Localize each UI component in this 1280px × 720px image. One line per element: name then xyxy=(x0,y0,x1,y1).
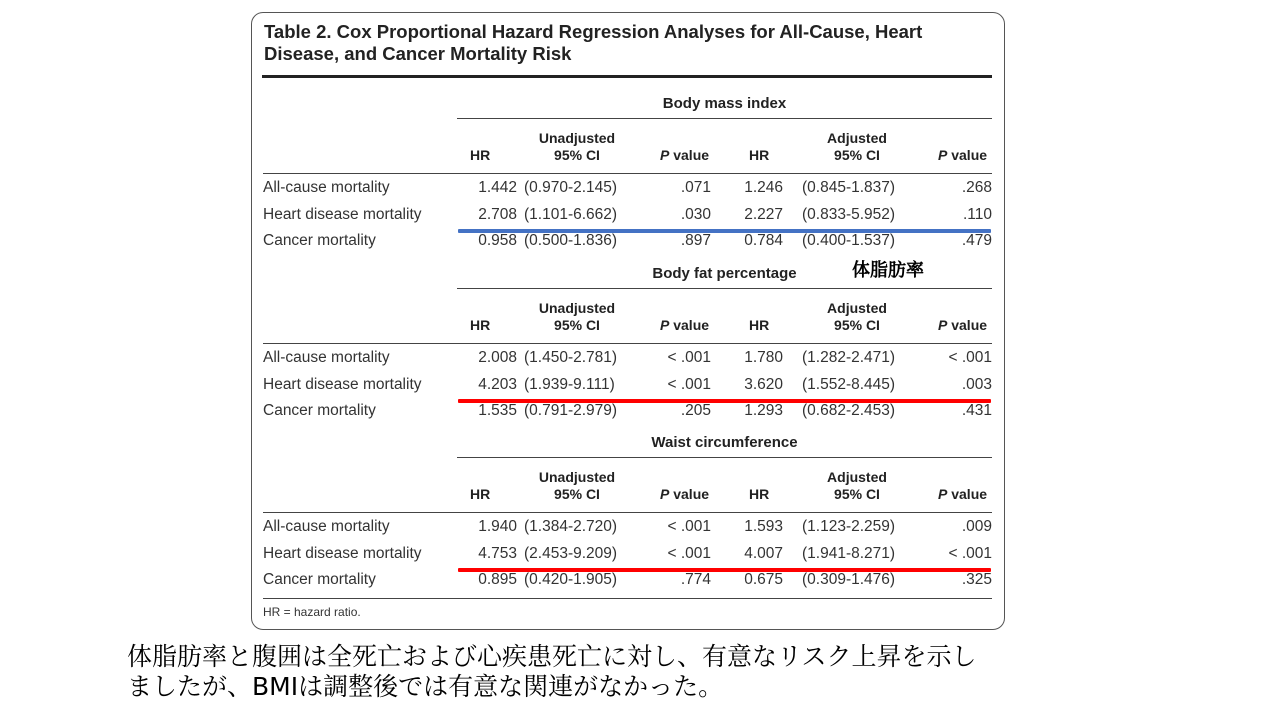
row-label: Heart disease mortality xyxy=(263,544,422,562)
value-text: value xyxy=(947,486,988,502)
cell-hr-a: 2.227 xyxy=(744,205,783,223)
cell-ci-a: (1.123-2.259) xyxy=(802,518,896,535)
cell-ci-a: (1.552-8.445) xyxy=(802,375,896,393)
value-text: value xyxy=(669,317,710,333)
cell-p-a: < .001 xyxy=(948,349,992,366)
cell-p-a: .009 xyxy=(961,518,992,535)
cell-ci-u: (0.420-1.905) xyxy=(524,571,618,588)
col-header-ci-adjusted xyxy=(802,469,912,503)
group-rule xyxy=(457,118,992,119)
cell-ci-u: (1.939-9.111) xyxy=(524,375,615,393)
cell-ci-u: (0.970-2.145) xyxy=(524,179,618,196)
cell-p-a: .325 xyxy=(961,571,992,588)
row-label: Cancer mortality xyxy=(263,402,376,419)
col-header-ci-unadjusted xyxy=(522,130,632,164)
row-label: Heart disease mortality xyxy=(263,375,422,393)
col-header-ci-adjusted-line1: Adjusted xyxy=(827,130,887,146)
caption xyxy=(127,642,1227,702)
cell-ci-a: (0.682-2.453) xyxy=(802,402,896,419)
group-header: Body fat percentage xyxy=(652,265,797,282)
row-label: All-cause mortality xyxy=(263,179,390,196)
cell-ci-a: (0.845-1.837) xyxy=(802,179,896,196)
cell-hr-u: 0.958 xyxy=(478,232,517,249)
header-rule xyxy=(263,173,992,174)
col-header-hr-adjusted: HR xyxy=(749,486,770,502)
col-header-ci-adjusted-line2: 95% CI xyxy=(834,317,880,333)
p-symbol: P xyxy=(660,486,670,502)
group-rule xyxy=(457,457,992,458)
cell-ci-a: (0.833-5.952) xyxy=(802,205,896,223)
footnote: HR = hazard ratio. xyxy=(263,605,361,619)
cell-hr-a: 1.593 xyxy=(744,518,783,535)
cell-p-u: .774 xyxy=(680,571,711,588)
bottom-rule xyxy=(263,598,992,599)
col-header-p-adjusted xyxy=(938,147,987,164)
cell-p-u: < .001 xyxy=(667,349,711,366)
col-header-hr-unadjusted: HR xyxy=(470,486,491,502)
value-text: value xyxy=(947,317,988,333)
cell-hr-u: 2.008 xyxy=(478,349,517,366)
cell-hr-a: 0.675 xyxy=(744,571,783,588)
col-header-ci-unadjusted-line1: Unadjusted xyxy=(538,130,616,146)
cell-hr-u: 0.895 xyxy=(478,571,517,588)
cell-hr-u: 4.203 xyxy=(478,375,517,393)
cell-hr-u: 1.940 xyxy=(478,518,517,535)
row-label: All-cause mortality xyxy=(263,518,390,535)
cell-p-a: .268 xyxy=(961,179,992,196)
cell-p-u: .897 xyxy=(680,232,711,249)
cell-hr-a: 4.007 xyxy=(744,544,783,562)
col-header-hr-adjusted: HR xyxy=(749,317,770,333)
col-header-ci-adjusted-line2: 95% CI xyxy=(834,486,880,502)
col-header-ci-adjusted-line1: Adjusted xyxy=(827,300,887,316)
cell-p-u: < .001 xyxy=(667,375,711,393)
cell-hr-a: 0.784 xyxy=(744,232,783,249)
col-header-ci-unadjusted xyxy=(522,469,632,503)
col-header-hr-adjusted: HR xyxy=(749,147,770,163)
col-header-ci-adjusted-line1: Adjusted xyxy=(827,469,887,485)
p-symbol: P xyxy=(938,317,948,333)
cell-hr-a: 1.780 xyxy=(744,349,783,366)
row-label: All-cause mortality xyxy=(263,349,390,366)
col-header-ci-adjusted xyxy=(802,130,912,164)
cell-hr-u: 4.753 xyxy=(478,544,517,562)
cell-p-a: .110 xyxy=(962,205,992,223)
col-header-p-unadjusted xyxy=(660,317,709,334)
cell-ci-a: (0.400-1.537) xyxy=(802,232,896,249)
value-text: value xyxy=(669,486,710,502)
group-header: Body mass index xyxy=(662,95,787,112)
cell-p-u: .030 xyxy=(680,205,711,223)
p-symbol: P xyxy=(938,486,948,502)
cell-ci-a: (1.941-8.271) xyxy=(802,544,896,562)
col-header-ci-unadjusted xyxy=(522,300,632,334)
cell-hr-a: 1.246 xyxy=(744,179,783,196)
caption-line-1: 体脂肪率と腹囲は全死亡および心疾患死亡に対し、有意なリスク上昇を示し xyxy=(127,642,977,671)
cell-ci-u: (1.101-6.662) xyxy=(524,205,618,223)
value-text: value xyxy=(669,147,710,163)
cell-p-a: .003 xyxy=(961,375,992,393)
caption-line-2: ましたが、BMIは調整後では有意な関連がなかった。 xyxy=(127,672,724,701)
cell-ci-a: (1.282-2.471) xyxy=(802,349,896,366)
cell-ci-u: (0.500-1.836) xyxy=(524,232,618,249)
header-rule xyxy=(263,343,992,344)
col-header-p-adjusted xyxy=(938,317,987,334)
cell-ci-u: (1.384-2.720) xyxy=(524,518,618,535)
cell-p-u: < .001 xyxy=(667,518,711,535)
cell-p-u: < .001 xyxy=(667,544,711,562)
cell-ci-a: (0.309-1.476) xyxy=(802,571,896,588)
p-symbol: P xyxy=(660,317,670,333)
row-label: Cancer mortality xyxy=(263,571,376,588)
row-label: Cancer mortality xyxy=(263,232,376,249)
cell-ci-u: (2.453-9.209) xyxy=(524,544,618,562)
cell-hr-u: 1.442 xyxy=(478,179,517,196)
table-card xyxy=(251,12,1005,630)
row-label: Heart disease mortality xyxy=(263,205,422,223)
col-header-hr-unadjusted: HR xyxy=(470,317,491,333)
cell-hr-a: 1.293 xyxy=(744,402,783,419)
p-symbol: P xyxy=(938,147,948,163)
col-header-hr-unadjusted: HR xyxy=(470,147,491,163)
col-header-ci-unadjusted-line2: 95% CI xyxy=(554,147,600,163)
cell-hr-u: 2.708 xyxy=(478,205,517,223)
cell-hr-u: 1.535 xyxy=(478,402,517,419)
col-header-ci-unadjusted-line1: Unadjusted xyxy=(538,469,616,485)
col-header-p-unadjusted xyxy=(660,486,709,503)
col-header-ci-unadjusted-line2: 95% CI xyxy=(554,486,600,502)
annotation-label: 体脂肪率 xyxy=(852,260,924,281)
cell-ci-u: (0.791-2.979) xyxy=(524,402,618,419)
col-header-ci-unadjusted-line1: Unadjusted xyxy=(538,300,616,316)
cell-ci-u: (1.450-2.781) xyxy=(524,349,618,366)
title-rule xyxy=(262,75,992,78)
value-text: value xyxy=(947,147,988,163)
table-title: Table 2. Cox Proportional Hazard Regression Analyses for All-Cause, Heart Disease, and Cancer Mortality Risk xyxy=(264,21,923,64)
col-header-ci-adjusted-line2: 95% CI xyxy=(834,147,880,163)
col-header-p-unadjusted xyxy=(660,147,709,164)
cell-p-u: .205 xyxy=(680,402,711,419)
col-header-p-adjusted xyxy=(938,486,987,503)
cell-p-a: .431 xyxy=(961,402,992,419)
header-rule xyxy=(263,512,992,513)
cell-p-a: < .001 xyxy=(948,544,992,562)
cell-p-u: .071 xyxy=(680,179,711,196)
col-header-ci-adjusted xyxy=(802,300,912,334)
p-symbol: P xyxy=(660,147,670,163)
cell-hr-a: 3.620 xyxy=(744,375,783,393)
group-header: Waist circumference xyxy=(651,434,798,451)
group-rule xyxy=(457,288,992,289)
cell-p-a: .479 xyxy=(961,232,992,249)
col-header-ci-unadjusted-line2: 95% CI xyxy=(554,317,600,333)
